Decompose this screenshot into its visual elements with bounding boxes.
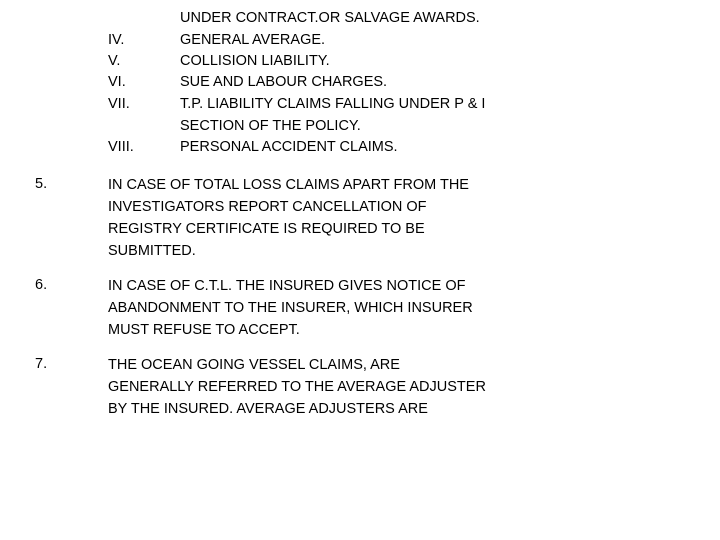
point-6-line: IN CASE OF C.T.L. THE INSURED GIVES NOTICE OF [108,278,466,294]
point-6-line: ABANDONMENT TO THE INSURER, WHICH INSURER [108,300,473,316]
point-5-text [108,174,508,262]
point-7-line: GENERALLY REFERRED TO THE AVERAGE ADJUSTER [108,379,486,395]
point-6-text [108,275,508,341]
sublist-item-tp-liability: T.P. LIABILITY CLAIMS FALLING UNDER P & I [180,96,486,112]
sublist-item-collision-liability: COLLISION LIABILITY. [180,53,330,69]
sublist-numeral-vii: VII. [108,96,130,112]
point-5-line: REGISTRY CERTIFICATE IS REQUIRED TO BE [108,221,425,237]
sublist-numeral-v: V. [108,53,121,69]
point-5-line: SUBMITTED. [108,243,196,259]
sublist-item-sue-labour: SUE AND LABOUR CHARGES. [180,74,388,90]
point-5-line: INVESTIGATORS REPORT CANCELLATION OF [108,199,427,215]
sublist-item-tp-liability-cont: SECTION OF THE POLICY. [180,118,361,134]
point-7-line: THE OCEAN GOING VESSEL CLAIMS, ARE [108,357,400,373]
sublist-numeral-iv: IV. [108,32,125,48]
sublist-continuation: UNDER CONTRACT.OR SALVAGE AWARDS. [180,10,480,26]
point-number-6: 6. [35,277,48,293]
point-7-line: BY THE INSURED. AVERAGE ADJUSTERS ARE [108,401,428,417]
point-number-5: 5. [35,176,48,192]
sublist-item-personal-accident: PERSONAL ACCIDENT CLAIMS. [180,139,398,155]
point-7-text [108,354,508,420]
point-6-line: MUST REFUSE TO ACCEPT. [108,322,300,338]
sublist-numeral-vi: VI. [108,74,126,90]
sublist-numeral-viii: VIII. [108,139,134,155]
point-number-7: 7. [35,356,48,372]
sublist-item-general-average: GENERAL AVERAGE. [180,32,326,48]
point-5-line: IN CASE OF TOTAL LOSS CLAIMS APART FROM THE [108,177,469,193]
